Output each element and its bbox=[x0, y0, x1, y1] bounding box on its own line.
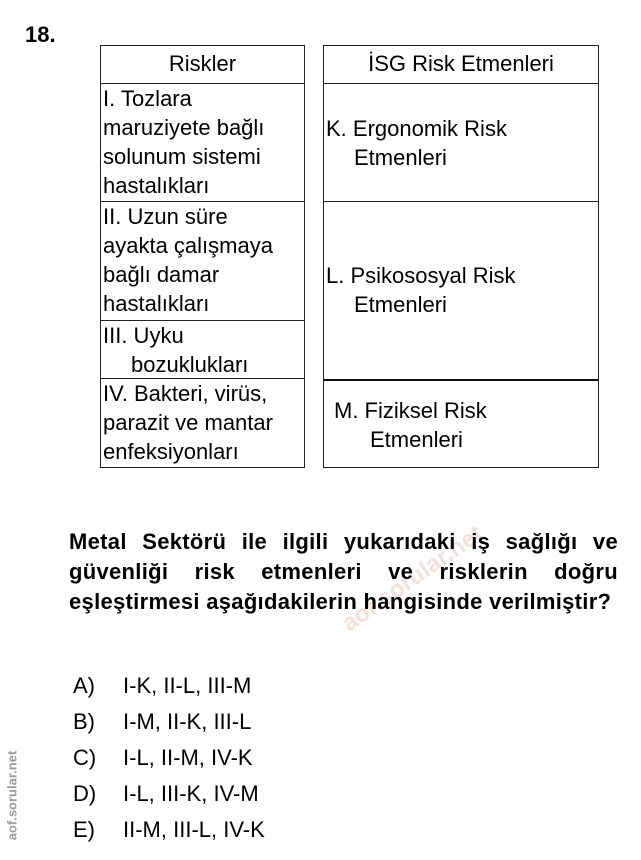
option-letter: D) bbox=[73, 781, 97, 806]
risk-line: III. Uyku bbox=[103, 323, 184, 348]
option-a[interactable] bbox=[73, 668, 265, 704]
watermark-side: aof.sorular.net bbox=[4, 750, 20, 841]
risk-line: I. Tozlara bbox=[103, 86, 192, 111]
risk-line: ayakta çalışmaya bbox=[103, 233, 273, 258]
question-text: Metal Sektörü ile ilgili yukarıdaki iş sağlığı ve güvenliği risk etmenleri ve risklerin doğru eşleştirmesi aşağıdakilerin hangisinde verilmiştir? bbox=[69, 529, 618, 614]
risk-line: maruziyete bağlı bbox=[103, 115, 265, 140]
risk-line: solunum sistemi bbox=[103, 144, 261, 169]
option-text: I-L, II-M, IV-K bbox=[123, 745, 253, 770]
risk-factor-row-l bbox=[324, 201, 598, 379]
risk-row-2 bbox=[101, 201, 304, 320]
risk-line: bozuklukları bbox=[131, 352, 249, 377]
risk-factors-table bbox=[323, 45, 599, 468]
option-text: I-M, II-K, III-L bbox=[123, 709, 252, 734]
option-letter: A) bbox=[73, 673, 95, 698]
risks-table bbox=[100, 45, 305, 468]
risk-line: bağlı damar bbox=[103, 262, 220, 287]
option-e[interactable] bbox=[73, 812, 265, 848]
risk-line: parazit ve mantar bbox=[103, 410, 273, 435]
risks-table-header: Riskler bbox=[168, 51, 237, 76]
option-letter: C) bbox=[73, 745, 97, 770]
risk-factors-table-header: İSG Risk Etmenleri bbox=[368, 51, 554, 76]
risk-factor-line: Etmenleri bbox=[370, 427, 463, 452]
risk-line: enfeksiyonları bbox=[103, 439, 239, 464]
risk-line: hastalıkları bbox=[103, 291, 210, 316]
risk-factor-line: L. Psikososyal Risk bbox=[326, 263, 516, 288]
watermark-center: aof.sorular.net bbox=[336, 520, 488, 638]
option-b[interactable] bbox=[73, 704, 265, 740]
option-d[interactable] bbox=[73, 776, 265, 812]
option-text: I-L, III-K, IV-M bbox=[123, 781, 259, 806]
risk-factor-line: K. Ergonomik Risk bbox=[326, 116, 507, 141]
question-number: 18. bbox=[25, 22, 56, 47]
risk-factor-row-m bbox=[324, 379, 598, 467]
risk-line: II. Uzun süre bbox=[103, 204, 228, 229]
risk-line: IV. Bakteri, virüs, bbox=[103, 381, 268, 406]
risk-factor-line: Etmenleri bbox=[354, 292, 447, 317]
option-c[interactable] bbox=[73, 740, 265, 776]
option-letter: B) bbox=[73, 709, 95, 734]
option-letter: E) bbox=[73, 817, 95, 842]
risk-factor-line: M. Fiziksel Risk bbox=[334, 398, 487, 423]
risk-line: hastalıkları bbox=[103, 173, 210, 198]
option-text: II-M, III-L, IV-K bbox=[123, 817, 265, 842]
risk-row-1 bbox=[101, 83, 304, 201]
risk-row-3 bbox=[101, 320, 304, 378]
risk-factor-row-k bbox=[324, 83, 598, 201]
risk-factor-line: Etmenleri bbox=[354, 145, 447, 170]
risk-row-4 bbox=[101, 378, 304, 467]
answer-options bbox=[73, 668, 265, 848]
option-text: I-K, II-L, III-M bbox=[123, 673, 252, 698]
